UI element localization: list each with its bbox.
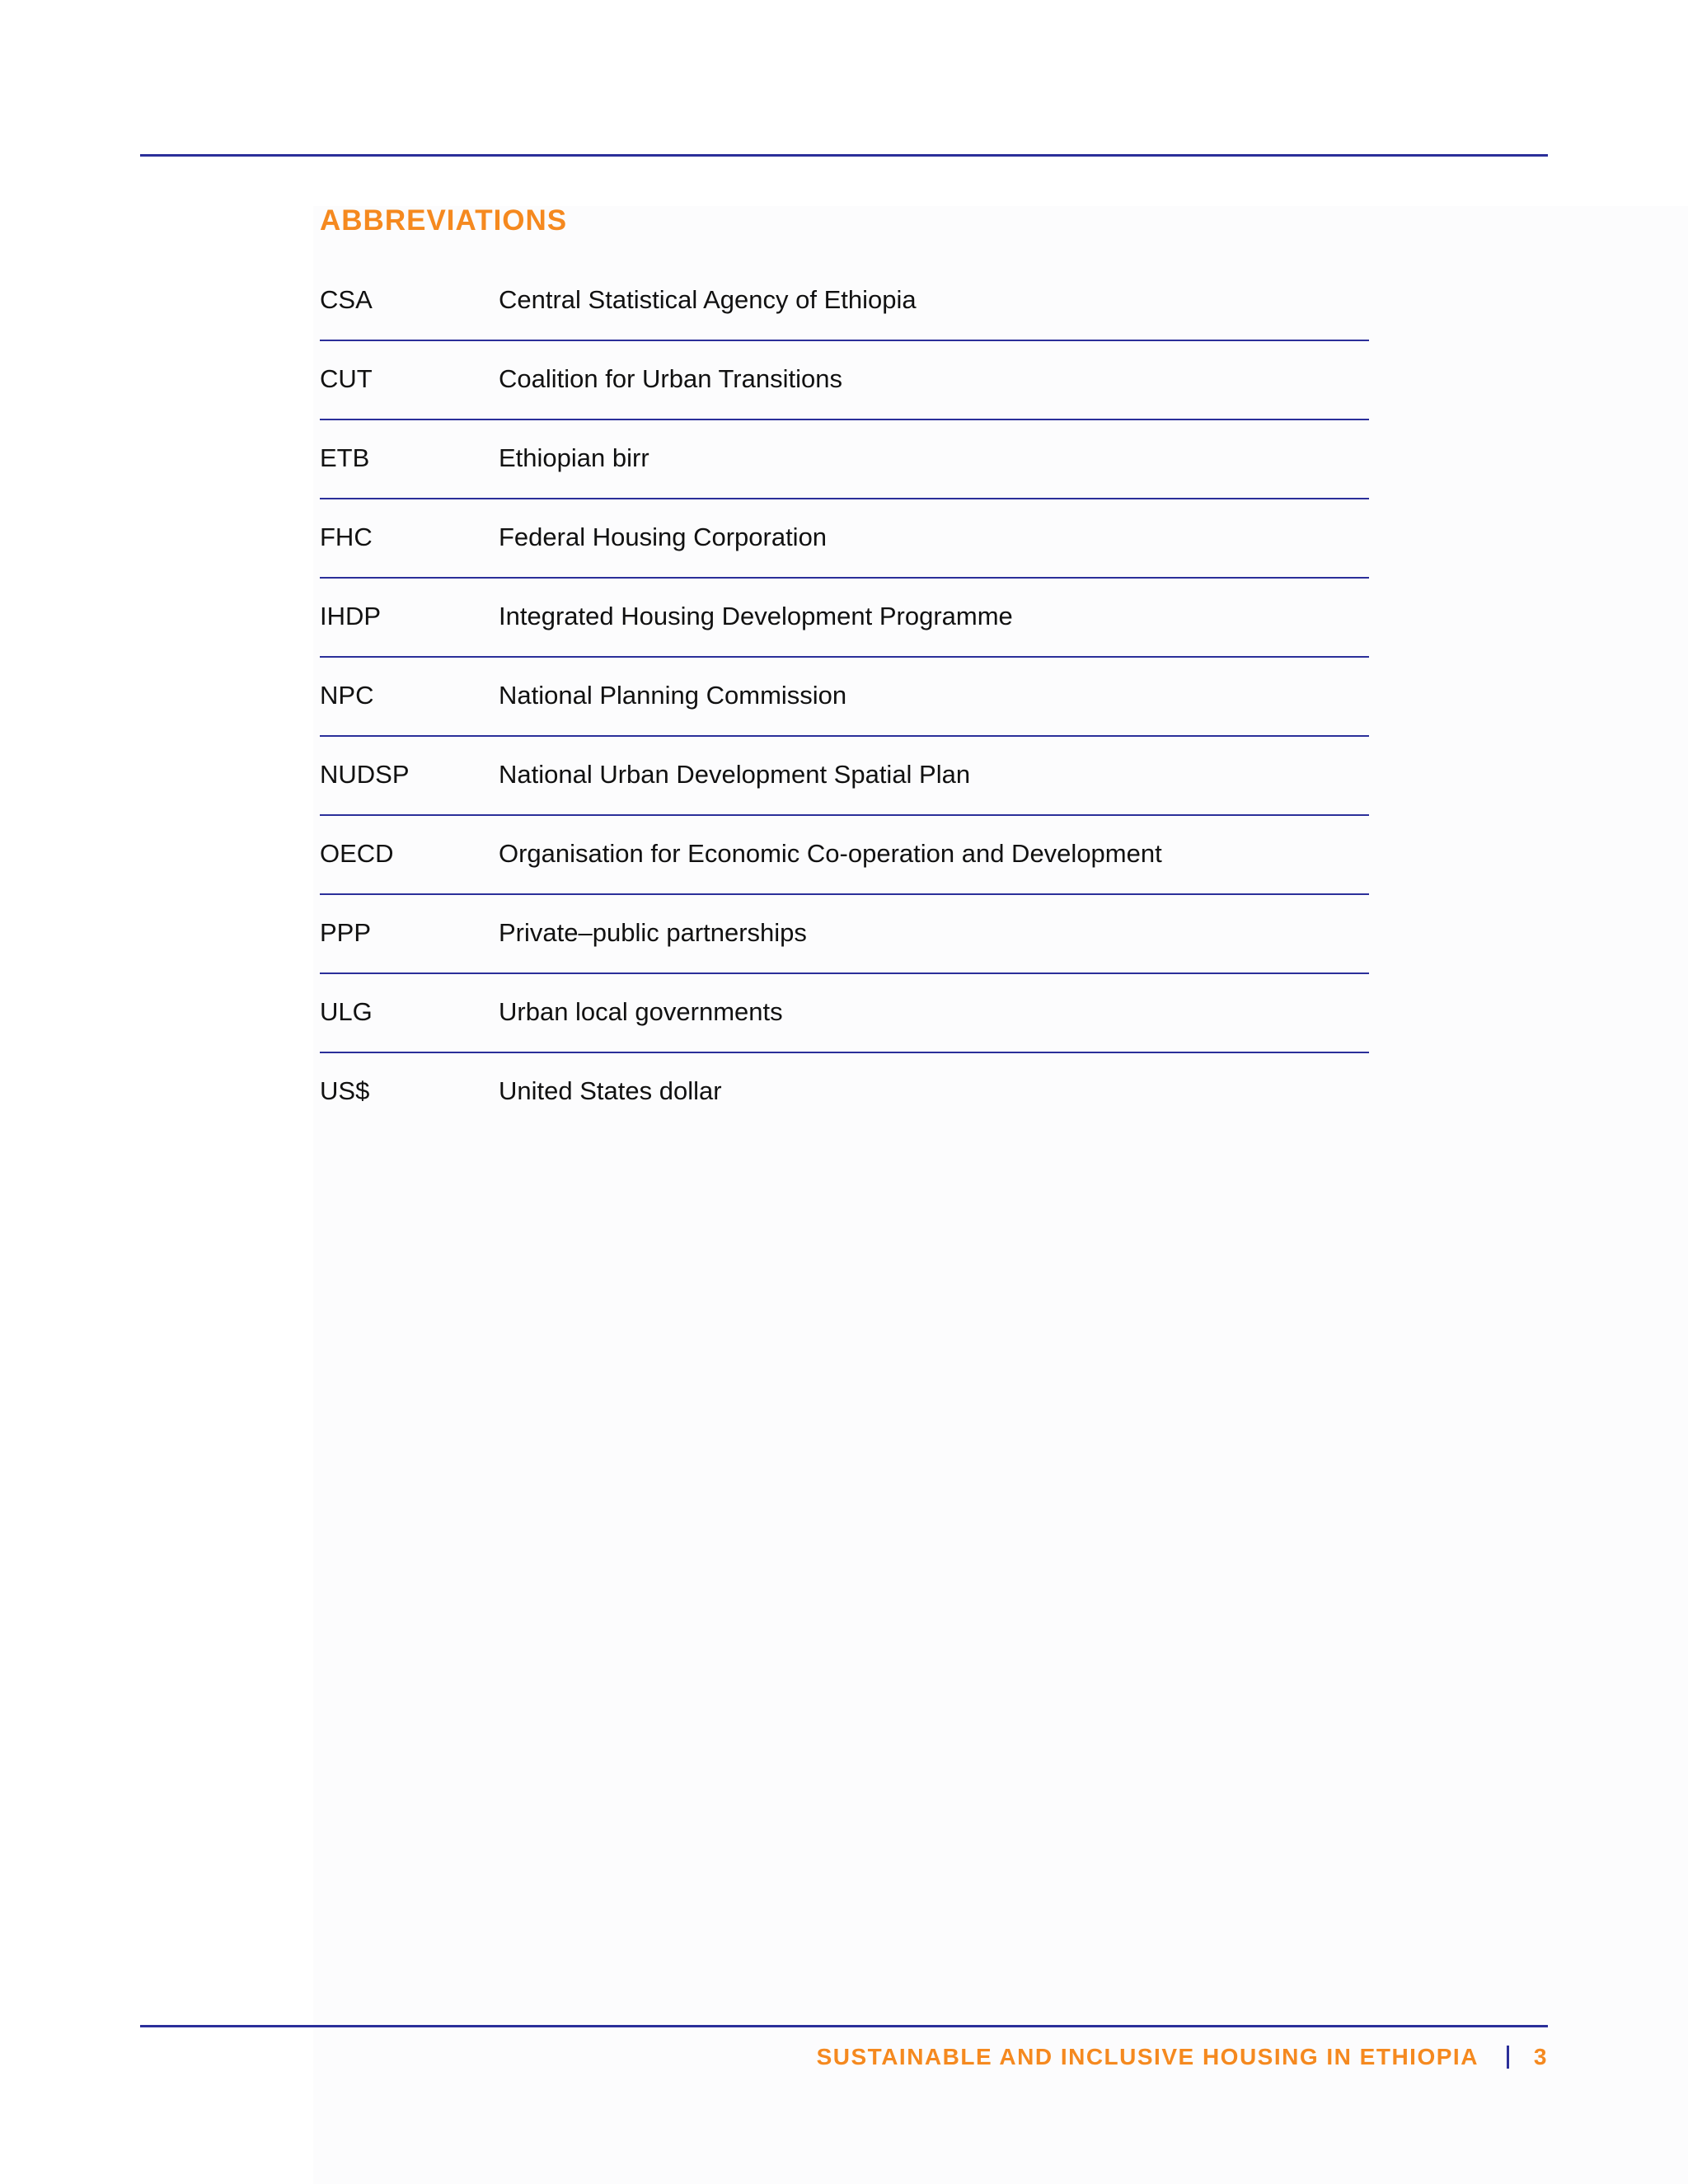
abbreviation-definition: National Planning Commission <box>499 681 847 710</box>
abbreviation-definition: United States dollar <box>499 1076 722 1105</box>
abbreviation-code: NPC <box>320 681 374 710</box>
list-item <box>320 499 1369 579</box>
abbreviation-definition: Coalition for Urban Transitions <box>499 364 842 393</box>
footer-separator <box>1507 2046 1509 2069</box>
page-number: 3 <box>1533 2044 1548 2069</box>
abbreviation-definition: Federal Housing Corporation <box>499 523 828 551</box>
abbreviation-code: CUT <box>320 364 373 393</box>
page-footer <box>817 2044 1548 2070</box>
list-item <box>320 420 1369 499</box>
list-item <box>320 579 1369 658</box>
footer-title: SUSTAINABLE AND INCLUSIVE HOUSING IN ETHIOPIA <box>816 2044 1479 2069</box>
abbreviation-code: NUDSP <box>320 760 410 789</box>
abbreviation-code: FHC <box>320 523 373 551</box>
abbreviation-definition: Private–public partnerships <box>499 918 807 947</box>
section-title: ABBREVIATIONS <box>320 204 568 237</box>
list-item <box>320 816 1369 895</box>
abbreviation-definition: Organisation for Economic Co-operation and Development <box>499 839 1162 868</box>
abbreviation-code: IHDP <box>320 602 382 630</box>
abbreviations-list <box>320 262 1369 1131</box>
footer-rule <box>140 2025 1548 2027</box>
list-item <box>320 658 1369 737</box>
abbreviation-definition: National Urban Development Spatial Plan <box>499 760 971 789</box>
list-item <box>320 737 1369 816</box>
abbreviation-code: US$ <box>320 1076 370 1105</box>
list-item <box>320 895 1369 974</box>
abbreviation-definition: Central Statistical Agency of Ethiopia <box>499 285 917 314</box>
abbreviation-code: ULG <box>320 997 373 1026</box>
abbreviation-definition: Urban local governments <box>499 997 783 1026</box>
abbreviation-code: OECD <box>320 839 394 868</box>
abbreviation-code: PPP <box>320 918 372 947</box>
header-rule <box>140 154 1548 157</box>
abbreviation-definition: Ethiopian birr <box>499 443 649 472</box>
list-item <box>320 1053 1369 1131</box>
list-item <box>320 974 1369 1053</box>
abbreviation-definition: Integrated Housing Development Programme <box>499 602 1013 630</box>
list-item <box>320 341 1369 420</box>
abbreviation-code: CSA <box>320 285 373 314</box>
abbreviation-code: ETB <box>320 443 370 472</box>
list-item <box>320 262 1369 341</box>
